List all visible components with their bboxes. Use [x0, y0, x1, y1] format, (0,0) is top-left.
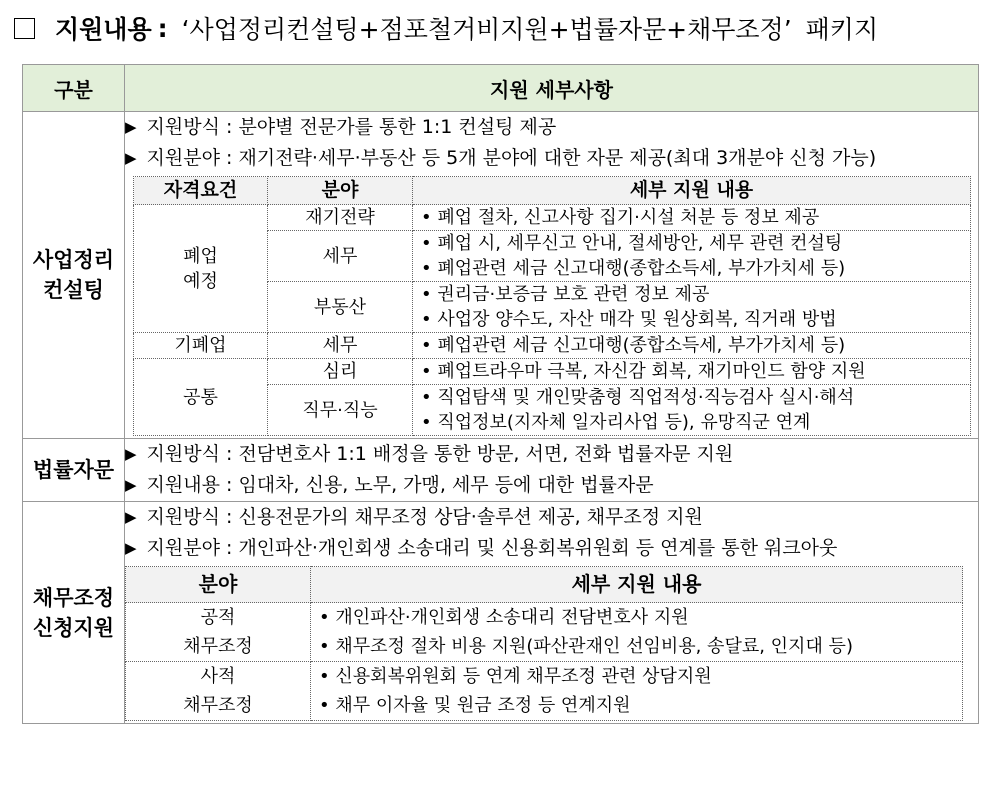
subtable-header-row: [126, 567, 963, 603]
bullet-line: [125, 470, 978, 501]
subtable-header-row: [134, 177, 971, 205]
eligibility-cell: [134, 205, 268, 333]
field-cell: 부동산: [268, 282, 413, 333]
detail-cell: [413, 385, 971, 436]
detail-text: • 폐업관련 세금 신고대행(종합소득세, 부가가치세 등): [421, 335, 846, 356]
category-label: 채무조정 신청지원: [32, 585, 115, 640]
header-details: 지원 세부사항: [125, 65, 979, 112]
field-cell: 세무: [268, 231, 413, 282]
subtable-row: [126, 662, 963, 721]
triangle-right-icon: ▶: [125, 476, 137, 494]
section-row-debt: [23, 502, 979, 724]
detail-cell: [311, 662, 963, 721]
section-row-consulting: [23, 112, 979, 439]
field-cell: 심리: [268, 359, 413, 385]
document-title: [14, 8, 878, 48]
sub-header-detail: 세부 지원 내용: [413, 177, 971, 205]
field-cell: 재기전략: [268, 205, 413, 231]
field-label: 공적 채무조정: [183, 607, 253, 657]
category-label: 사업정리 컨설팅: [32, 248, 115, 302]
subtable-row: [126, 603, 963, 662]
bullet-line: [125, 502, 978, 533]
detail-text: • 직업정보(지자체 일자리사업 등), 유망직군 연계: [421, 412, 811, 433]
detail-text: • 폐업트라우마 극복, 자신감 회복, 재기마인드 함양 지원: [421, 361, 866, 382]
title-colon: :: [157, 13, 168, 43]
triangle-right-icon: ▶: [125, 118, 137, 136]
triangle-right-icon: ▶: [125, 149, 137, 167]
detail-text: • 폐업관련 세금 신고대행(종합소득세, 부가가치세 등): [421, 258, 846, 279]
detail-cell: [413, 205, 971, 231]
field-cell: 세무: [268, 333, 413, 359]
bullet-line: [125, 112, 978, 143]
checkbox-square-icon: [14, 18, 35, 39]
category-label: 법률자문: [32, 458, 115, 482]
bullet-text: 지원방식 : 전담변호사 1:1 배정을 통한 방문, 서면, 전화 법률자문 지원: [146, 443, 734, 465]
detail-text: • 사업장 양수도, 자산 매각 및 원상회복, 직거래 방법: [421, 309, 837, 330]
subtable-row: [134, 333, 971, 359]
detail-text: • 채무 이자율 및 원금 조정 등 연계지원: [319, 695, 631, 716]
detail-text: • 폐업 시, 세무신고 안내, 절세방안, 세무 관련 컨설팅: [421, 233, 843, 254]
header-category: 구분: [23, 65, 125, 112]
detail-text: • 신용회복위원회 등 연계 채무조정 관련 상담지원: [319, 666, 712, 687]
field-label: 사적 채무조정: [183, 666, 253, 716]
consulting-subtable: [133, 176, 971, 436]
section-row-legal: [23, 439, 979, 502]
detail-cell: [413, 231, 971, 282]
bullet-text: 지원내용 : 임대차, 신용, 노무, 가맹, 세무 등에 대한 법률자문: [146, 474, 654, 496]
support-table: [22, 64, 979, 724]
bullet-line: [125, 143, 978, 174]
field-cell: [126, 662, 311, 721]
bullet-text: 지원분야 : 개인파산·개인회생 소송대리 및 신용회복위원회 등 연계를 통한 워크아웃: [146, 537, 838, 559]
subtable-row: [134, 205, 971, 231]
detail-text: • 폐업 절차, 신고사항 집기·시설 처분 등 정보 제공: [421, 207, 820, 228]
title-suffix: 패키지: [805, 15, 879, 44]
bullet-text: 지원분야 : 재기전략·세무·부동산 등 5개 분야에 대한 자문 제공(최대 3개분야 신청 가능): [146, 147, 877, 169]
detail-cell: [413, 359, 971, 385]
detail-cell: [413, 333, 971, 359]
eligibility-cell: 기폐업: [134, 333, 268, 359]
detail-text: • 직업탐색 및 개인맞춤형 직업적성·직능검사 실시·해석: [421, 387, 855, 408]
triangle-right-icon: ▶: [125, 445, 137, 463]
details-consulting: [125, 112, 979, 439]
eligibility-cell: 공통: [134, 359, 268, 436]
bullet-text: 지원방식 : 분야별 전문가를 통한 1:1 컨설팅 제공: [146, 116, 557, 138]
detail-text: • 권리금·보증금 보호 관련 정보 제공: [421, 284, 710, 305]
details-legal: [125, 439, 979, 502]
triangle-right-icon: ▶: [125, 539, 137, 557]
sub-header-eligibility: 자격요건: [134, 177, 268, 205]
sub-header-field: 분야: [126, 567, 311, 603]
category-consulting: [23, 112, 125, 439]
category-legal: [23, 439, 125, 502]
triangle-right-icon: ▶: [125, 508, 137, 526]
title-package-name: ‘사업정리컨설팅+점포철거비지원+법률자문+채무조정’: [181, 15, 792, 44]
title-label: 지원내용: [55, 15, 152, 44]
detail-text: • 개인파산·개인회생 소송대리 전담변호사 지원: [319, 607, 689, 628]
eligibility-label: 폐업 예정: [183, 245, 218, 292]
subtable-row: [134, 359, 971, 385]
bullet-line: [125, 533, 978, 564]
sub-header-field: 분야: [268, 177, 413, 205]
debt-subtable: [125, 566, 963, 721]
field-cell: [126, 603, 311, 662]
field-cell: 직무·직능: [268, 385, 413, 436]
detail-cell: [311, 603, 963, 662]
details-debt: [125, 502, 979, 724]
detail-text: • 채무조정 절차 비용 지원(파산관재인 선임비용, 송달료, 인지대 등): [319, 636, 853, 657]
bullet-text: 지원방식 : 신용전문가의 채무조정 상담·솔루션 제공, 채무조정 지원: [146, 506, 703, 528]
bullet-line: [125, 439, 978, 470]
sub-header-detail: 세부 지원 내용: [311, 567, 963, 603]
table-header-row: [23, 65, 979, 112]
detail-cell: [413, 282, 971, 333]
category-debt: [23, 502, 125, 724]
